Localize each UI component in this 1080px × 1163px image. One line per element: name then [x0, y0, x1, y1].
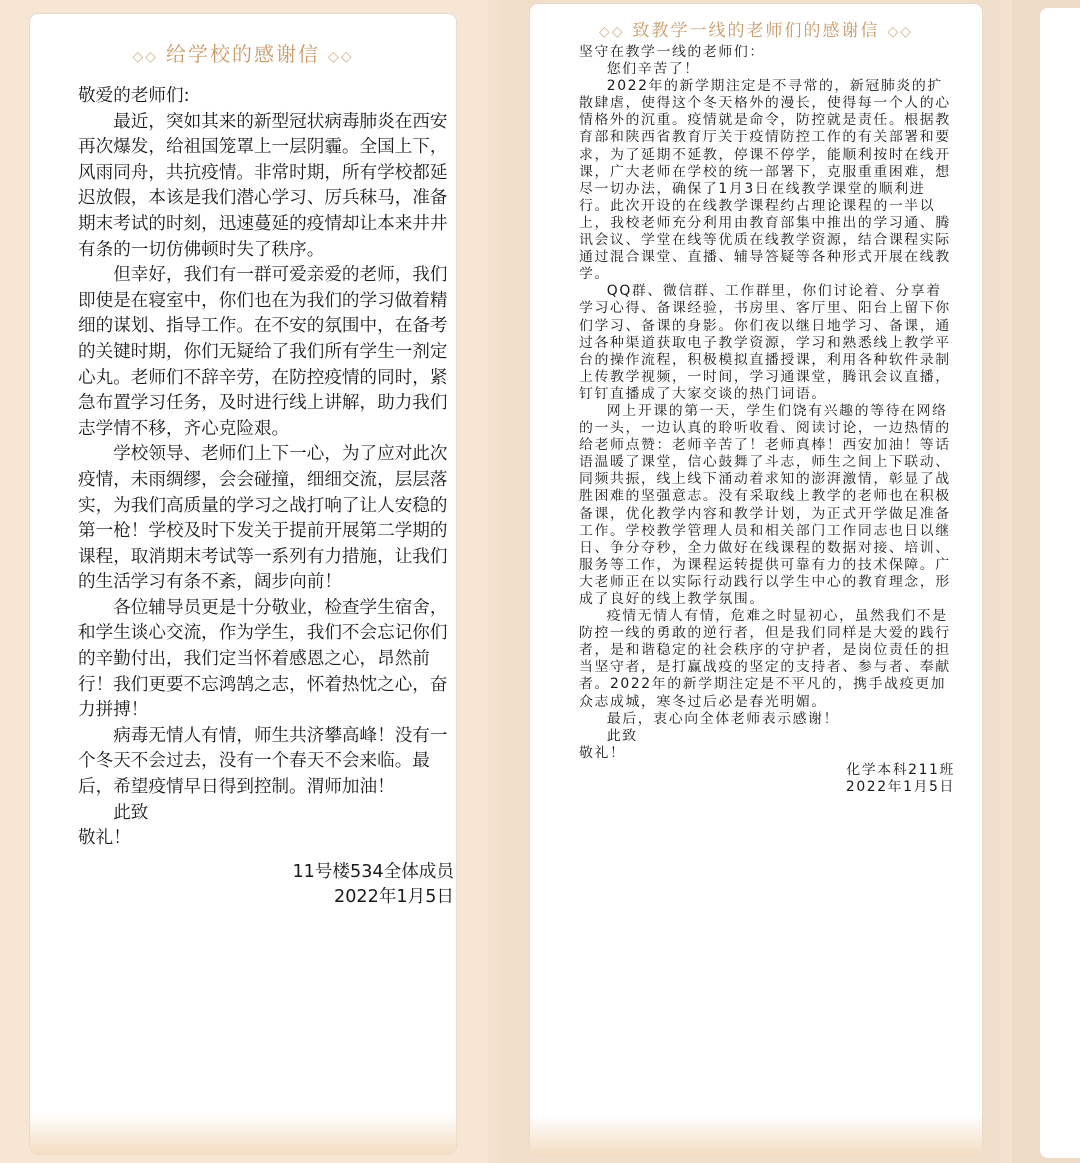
middle-paragraph: 2022年的新学期注定是不寻常的，新冠肺炎的扩散肆虐，使得这个冬天格外的漫长，使得每一个人的心情格外的沉重。疫情就是命令，防控就是责任。根据教育部和陕西省教育厅关于疫情防控工作的有关部署和要求，为了延期不延教，停课不停学，能顺利按时在线开课，广大老师在学校的统一部署下，克服重重困难，想尽一切办法，确保了1月3日在线教学课堂的顺利进行。此次开设的在线教学课程约占理论课程的一半以上，我校老师充分利用由教育部集中推出的学习通、腾讯会议、学堂在线等优质在线教学资源，结合课程实际通过混合课堂、直播、辅导答疑等各种形式开展在线教学。 — [579, 78, 951, 283]
middle-paragraph: 疫情无情人有情，危难之时显初心，虽然我们不是防控一线的勇敢的逆行者，但是我们同样是大爱的践行者，是和谐稳定的社会秩序的守护者，是岗位责任的担当坚守者，是打赢战疫的坚定的支持者、参与者、奉献者。2022年的新学期注定是不平凡的，携手战疫更加众志成城，寒冬过后必是春光明媚。 — [579, 608, 951, 710]
middle-letter-title: 致教学一线的老师们的感谢信 — [632, 21, 880, 41]
middle-salutation: 坚守在教学一线的老师们： — [579, 44, 765, 60]
ornament-right-icon: ◇◇ — [328, 49, 354, 65]
ornament-right-icon: ◇◇ — [887, 24, 914, 40]
middle-bottom-decoration — [530, 1116, 982, 1156]
ornament-left-icon: ◇◇ — [598, 24, 625, 40]
left-letter-card — [30, 14, 456, 1154]
middle-letter-card — [530, 4, 982, 1156]
left-signer: 11号楼534全体成员 — [292, 861, 454, 882]
left-date: 2022年1月5日 — [334, 887, 454, 908]
middle-paragraph: 最后，衷心向全体老师表示感谢！ — [606, 710, 840, 727]
left-bottom-decoration — [30, 1114, 456, 1154]
left-paragraph: 但幸好，我们有一群可爱亲爱的老师，我们即使是在寝室中，你们也在为我们的学习做着精细的谋划、指导工作。在不安的氛围中，在备考的关键时期，你们无疑给了我们所有学生一剂定心丸。老师们不辞辛劳，在防控疫情的同时，紧急布置学习任务，及时进行线上讲解，助力我们志学情不移，齐心克险艰。 — [78, 265, 448, 439]
left-paragraph: 各位辅导员更是十分敬业，检查学生宿舍，和学生谈心交流，作为学生，我们不会忘记你们的辛勤付出，我们定当怀着感恩之心，昂然前行！我们更要不忘鸿鹄之志，怀着热忱之心，奋力拼搏！ — [78, 597, 448, 721]
left-letter-body — [78, 84, 456, 911]
left-letter-title: 给学校的感谢信 — [166, 42, 320, 66]
middle-paragraph: 您们辛苦了！ — [606, 61, 700, 78]
middle-letter-title-bar — [530, 16, 982, 41]
middle-paragraph: 网上开课的第一天，学生们饶有兴趣的等待在网络的一头，一边认真的聆听收看、阅读讨论，一边热情的给老师点赞：老师辛苦了！老师真棒！西安加油！等话语温暖了课堂，信心鼓舞了斗志，师生之间上下联动、同频共振，线上线下涌动着求知的澎湃激情，彰显了战胜困难的坚强意志。没有采取线上教学的老师也在积极备课，优化教学内容和教学计划，为正式开学做足准备工作。学校教学管理人员和相关部门工作同志也日以继日、争分夺秒，全力做好在线课程的数据对接、培训、服务等工作，为课程运转提供可靠有力的技术保障。广大老师正在以实际行动践行以学生中心的教育理念，形成了良好的线上教学氛围。 — [579, 402, 951, 607]
left-closing: 敬礼！ — [78, 828, 131, 849]
left-paragraph: 此致 — [113, 802, 149, 823]
middle-date: 2022年1月5日 — [845, 779, 955, 796]
middle-closing: 敬礼！ — [579, 744, 626, 761]
middle-paragraph: QQ群、微信群、工作群里，你们讨论着、分享着学习心得、备课经验，书房里、客厅里、阳台上留下你们学习、备课的身影。你们夜以继日地学习、备课，通过各种渠道获取电子教学资源，学习和熟悉线上教学平台的操作流程，积极模拟直播授课，利用各种软件录制上传教学视频，一时间，学习通课堂，腾讯会议直播，钉钉直播成了大家交谈的热门词语。 — [579, 283, 951, 402]
left-letter-title-bar — [30, 38, 456, 67]
left-paragraph: 最近，突如其来的新型冠状病毒肺炎在西安再次爆发，给祖国笼罩上一层阴霾。全国上下，风雨同舟，共抗疫情。非常时期，所有学校都延迟放假，本该是我们潜心学习、厉兵秣马，准备期末考试的时刻，迅速蔓延的疫情却让本来井井有条的一切仿佛顿时失了秩序。 — [78, 111, 448, 260]
middle-paragraph: 此致 — [606, 727, 638, 744]
middle-signer: 化学本科211班 — [846, 761, 955, 778]
left-paragraph: 病毒无情人有情，师生共济攀高峰！没有一个冬天不会过去，没有一个春天不会来临。最后，希望疫情早日得到控制。渭师加油！ — [78, 725, 448, 798]
ornament-left-icon: ◇◇ — [132, 49, 158, 65]
right-letter-card-partial — [1040, 8, 1080, 1158]
middle-letter-body — [579, 44, 955, 796]
left-paragraph: 学校领导、老师们上下一心，为了应对此次疫情，未雨绸缪，会会碰撞，细细交流，层层落实，为我们高质量的学习之战打响了让人安稳的第一枪！学校及时下发关于提前开展第二学期的课程，取消期末考试等一系列有力措施，让我们的生活学习有条不紊，阔步向前！ — [78, 444, 448, 593]
left-salutation: 敬爱的老师们: — [78, 86, 190, 106]
